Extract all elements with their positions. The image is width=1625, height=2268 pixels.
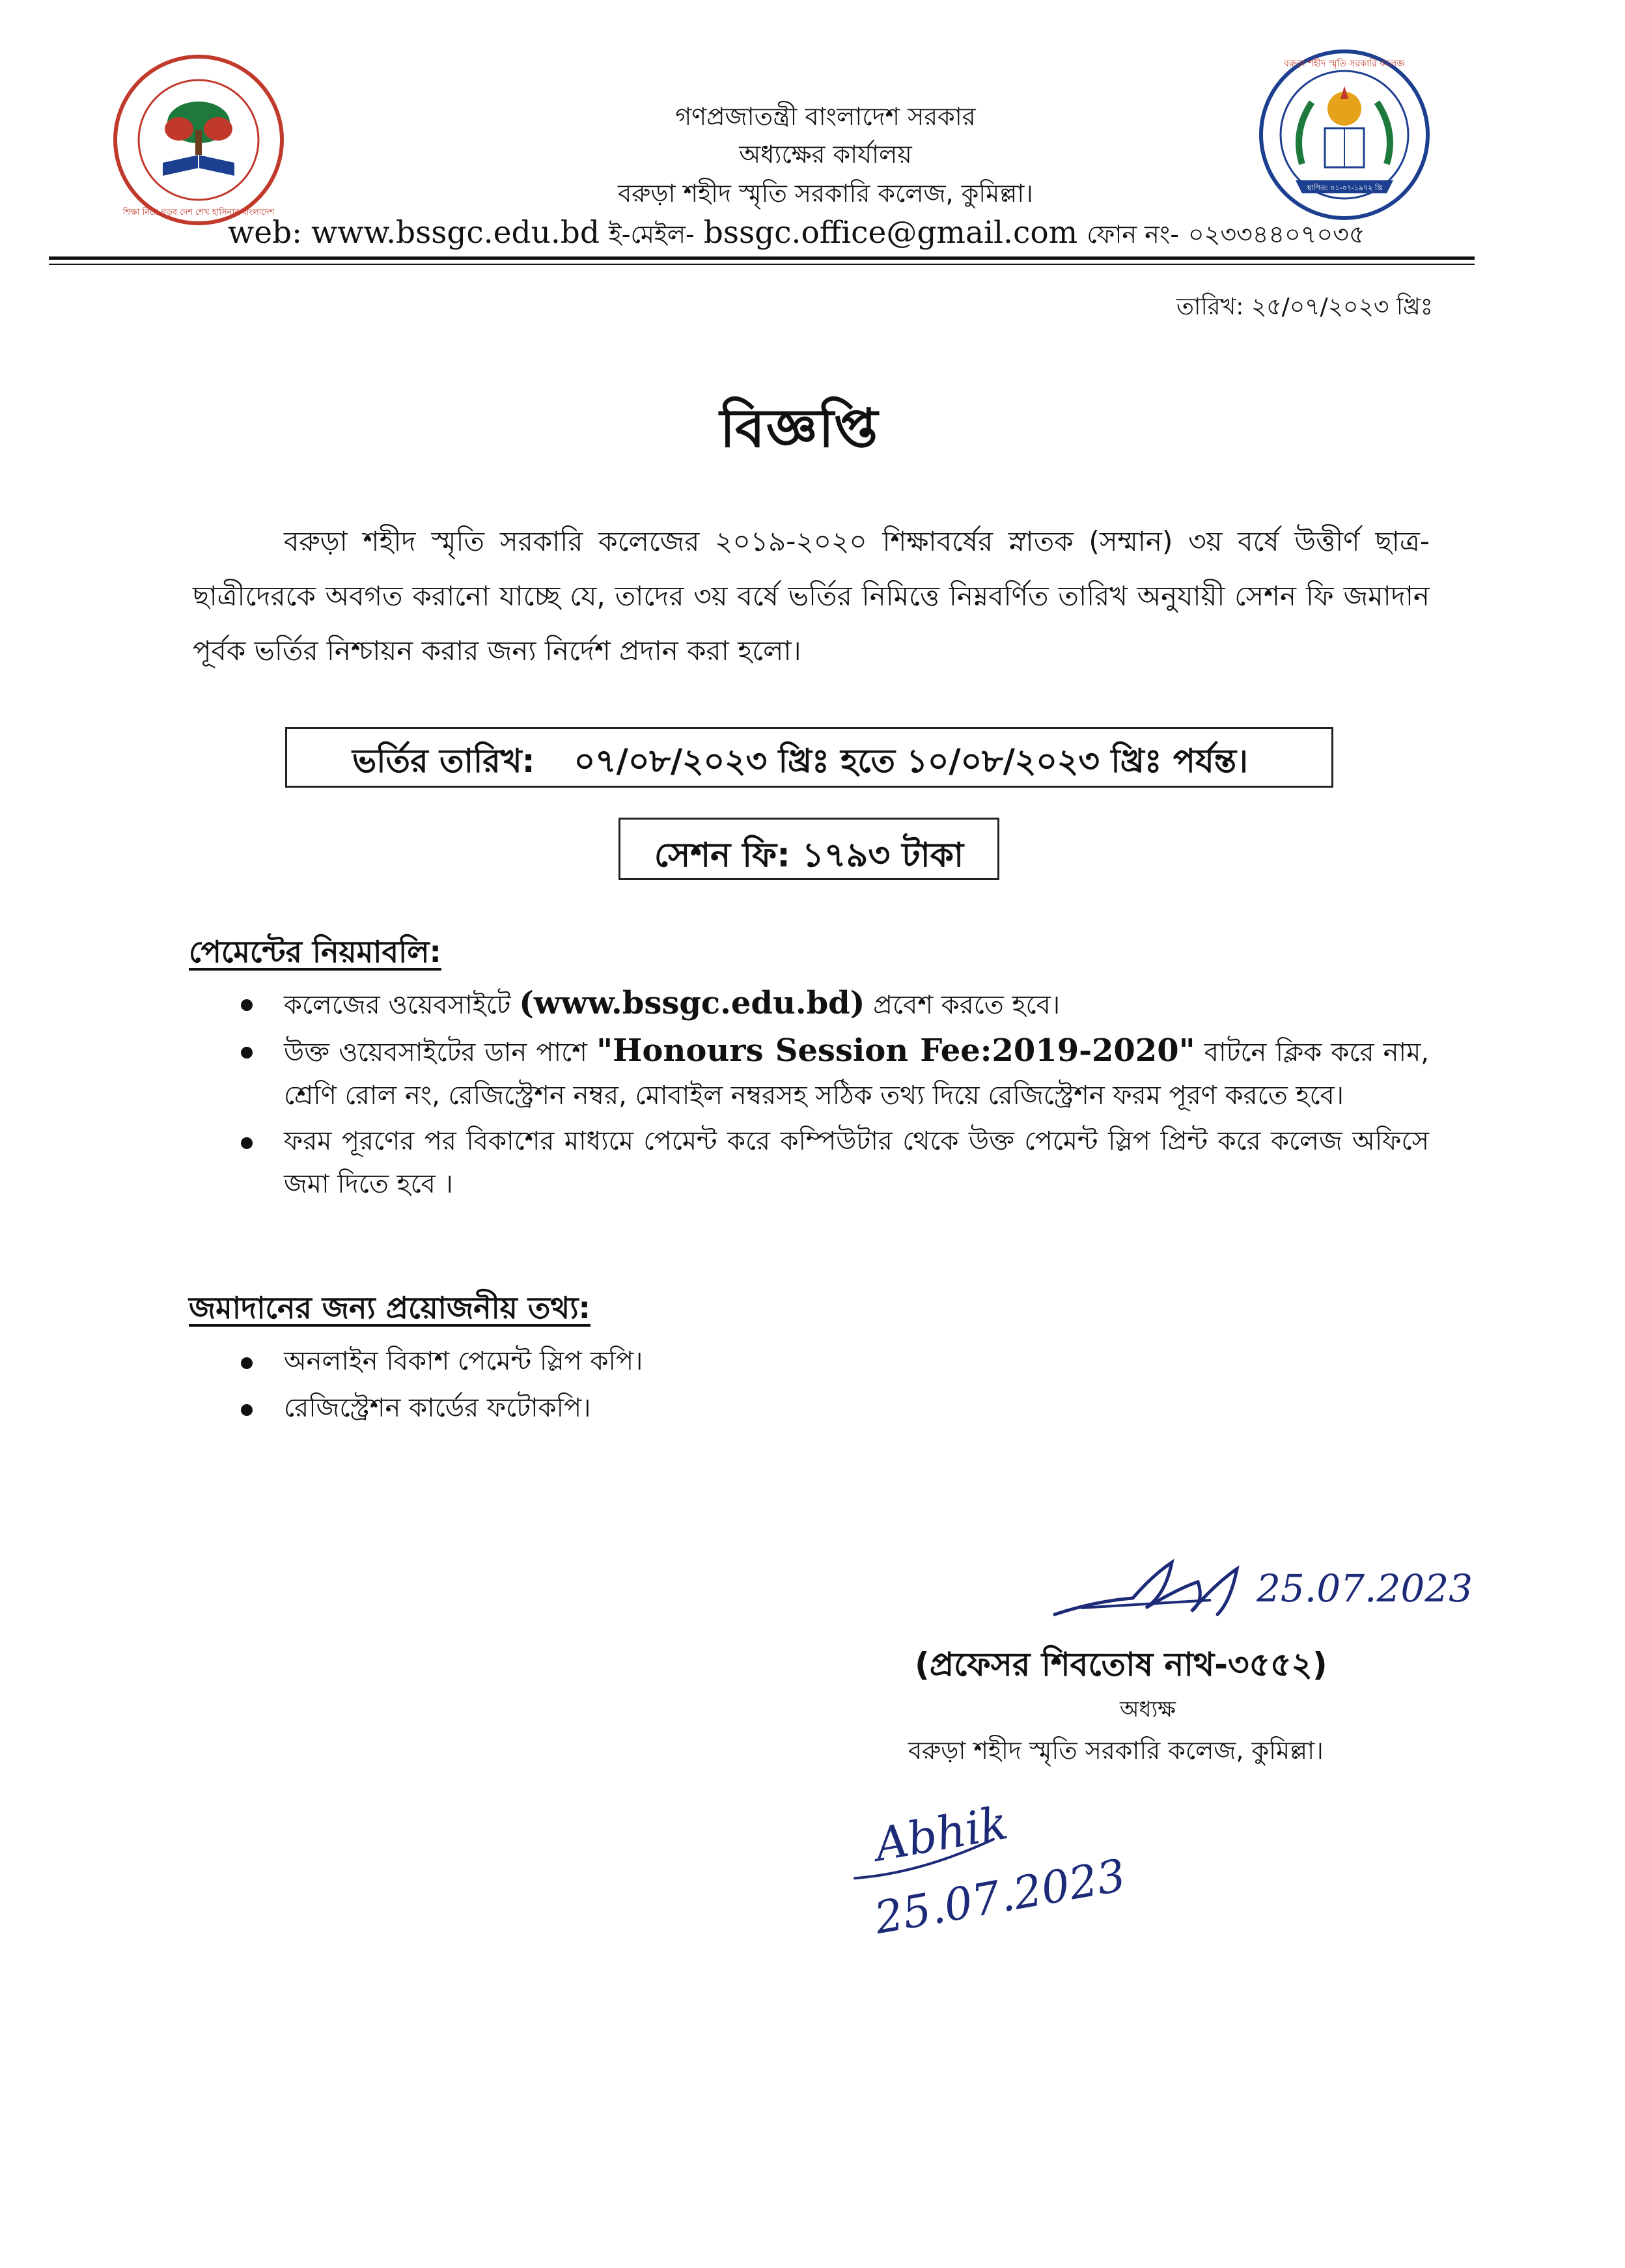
principal-signature-date: 25.07.2023 <box>1257 1566 1473 1611</box>
bullet-icon <box>241 1047 253 1058</box>
bullet-icon <box>241 999 253 1011</box>
list-item <box>241 1387 1429 1430</box>
college-line: বরুড়া শহীদ স্মৃতি সরকারি কলেজ, কুমিল্লা। <box>618 179 1033 208</box>
government-line: গণপ্রজাতন্ত্রী বাংলাদেশ সরকার <box>675 102 976 131</box>
signatory-name: (প্রফেসর শিবতোষ নাথ-৩৫৫২) <box>915 1646 1327 1683</box>
intro-paragraph: বরুড়া শহীদ স্মৃতি সরকারি কলেজের ২০১৯-২০২০ শিক্ষাবর্ষের স্নাতক (সম্মান) ৩য় বর্ষে উত্তীর্ণ ছাত্র-ছাত্রীদেরকে অবগত করানো যাচ্ছে যে, তাদের ৩য় বর্ষে ভর্তির নিমিত্তে নিম্নবর্ণিত তারিখ অনুযায়ী সেশন ফি জমাদান পূর্বক ভর্তির নিশ্চায়ন করার জন্য নির্দেশ প্রদান করা হলো। <box>193 525 1430 667</box>
notice-title: বিজ্ঞপ্তি <box>719 398 880 460</box>
list-item <box>241 1029 1429 1117</box>
admission-date-label: ভর্তির তারিখ: <box>352 742 535 780</box>
list-item <box>241 1120 1429 1206</box>
right-logo-est: স্থাপিত: ০১-০৭-১৯৭২ খ্রি <box>1306 184 1383 192</box>
signatory-college: বরুড়া শহীদ স্মৃতি সরকারি কলেজ, কুমিল্লা। <box>908 1736 1324 1765</box>
web-url-link[interactable]: www.bssgc.edu.bd <box>311 215 600 251</box>
honours-fee-button-name: "Honours Session Fee:2019-2020" <box>596 1032 1195 1069</box>
office-line: অধ্যক্ষের কার্যালয় <box>739 140 912 169</box>
right-logo-lettering: বরুড়া শহীদ স্মৃতি সরকারি কলেজ <box>1284 59 1405 69</box>
rule-text: ফরম পূরণের পর বিকাশের মাধ্যমে পেমেন্ট করে কম্পিউটার থেকে উক্ত পেমেন্ট স্লিপ প্রিন্ট করে কলেজ অফিসে জমা দিতে হবে । <box>284 1126 1429 1199</box>
rule-text: প্রবেশ করতে হবে। <box>873 990 1061 1020</box>
secondary-signature-name: Abhik <box>870 1795 1012 1872</box>
payment-rules-heading: পেমেন্টের নিয়মাবলি: <box>189 934 441 969</box>
admission-date-value: ০৭/০৮/২০২৩ খ্রিঃ হতে ১০/০৮/২০২৩ খ্রিঃ পর্যন্ত। <box>574 742 1248 780</box>
header-rule-thin <box>49 264 1475 265</box>
required-docs-heading: জমাদানের জন্য প্রয়োজনীয় তথ্য: <box>189 1290 590 1325</box>
contact-line <box>228 215 1465 257</box>
email-label: ই-মেইল- <box>608 220 695 249</box>
list-item <box>241 982 1429 1027</box>
website-link[interactable]: (www.bssgc.edu.bd) <box>519 985 865 1021</box>
secondary-signature <box>840 1758 1204 1946</box>
payment-rules-list <box>241 982 1429 1208</box>
header-rule-thick <box>49 256 1475 260</box>
doc-text: রেজিস্ট্রেশন কার্ডের ফটোকপি। <box>284 1393 591 1423</box>
list-item <box>241 1340 1429 1383</box>
session-fee-box: সেশন ফি: ১৭৯৩ টাকা <box>618 818 999 880</box>
secondary-signature-date: 25.07.2023 <box>870 1849 1130 1945</box>
doc-text: অনলাইন বিকাশ পেমেন্ট স্লিপ কপি। <box>284 1346 643 1376</box>
principal-signature <box>1042 1536 1473 1653</box>
signatory-title: অধ্যক্ষ <box>1120 1696 1176 1722</box>
rule-text: উক্ত ওয়েবসাইটের ডান পাশে <box>284 1038 587 1068</box>
phone-number: ০২৩৩৪৪০৭০৩৫ <box>1188 220 1365 249</box>
bullet-icon <box>241 1404 253 1416</box>
left-logo-lettering: শিক্ষা নিয়ে গড়ব দেশ শেখ হাসিনার বাংলাদেশ <box>122 208 275 217</box>
admission-date-box <box>285 727 1333 788</box>
phone-label: ফোন নং- <box>1087 220 1179 249</box>
required-docs-list <box>241 1340 1429 1433</box>
bullet-icon <box>241 1357 253 1369</box>
email-link[interactable]: bssgc.office@gmail.com <box>703 215 1078 251</box>
notice-date: তারিখ: ২৫/০৭/২০২৩ খ্রিঃ <box>1176 294 1433 320</box>
bullet-icon <box>241 1137 253 1149</box>
rule-text: বাটনে ক্লিক করে নাম, শ্রেণি রোল নং, রেজিস্ট্রেশন নম্বর, মোবাইল নম্বরসহ সঠিক তথ্য দিয়ে রেজিস্ট্রেশন ফরম পূরণ করতে হবে। <box>284 1038 1430 1111</box>
web-label: web: <box>228 215 302 251</box>
rule-text: কলেজের ওয়েবসাইটে <box>284 990 511 1020</box>
